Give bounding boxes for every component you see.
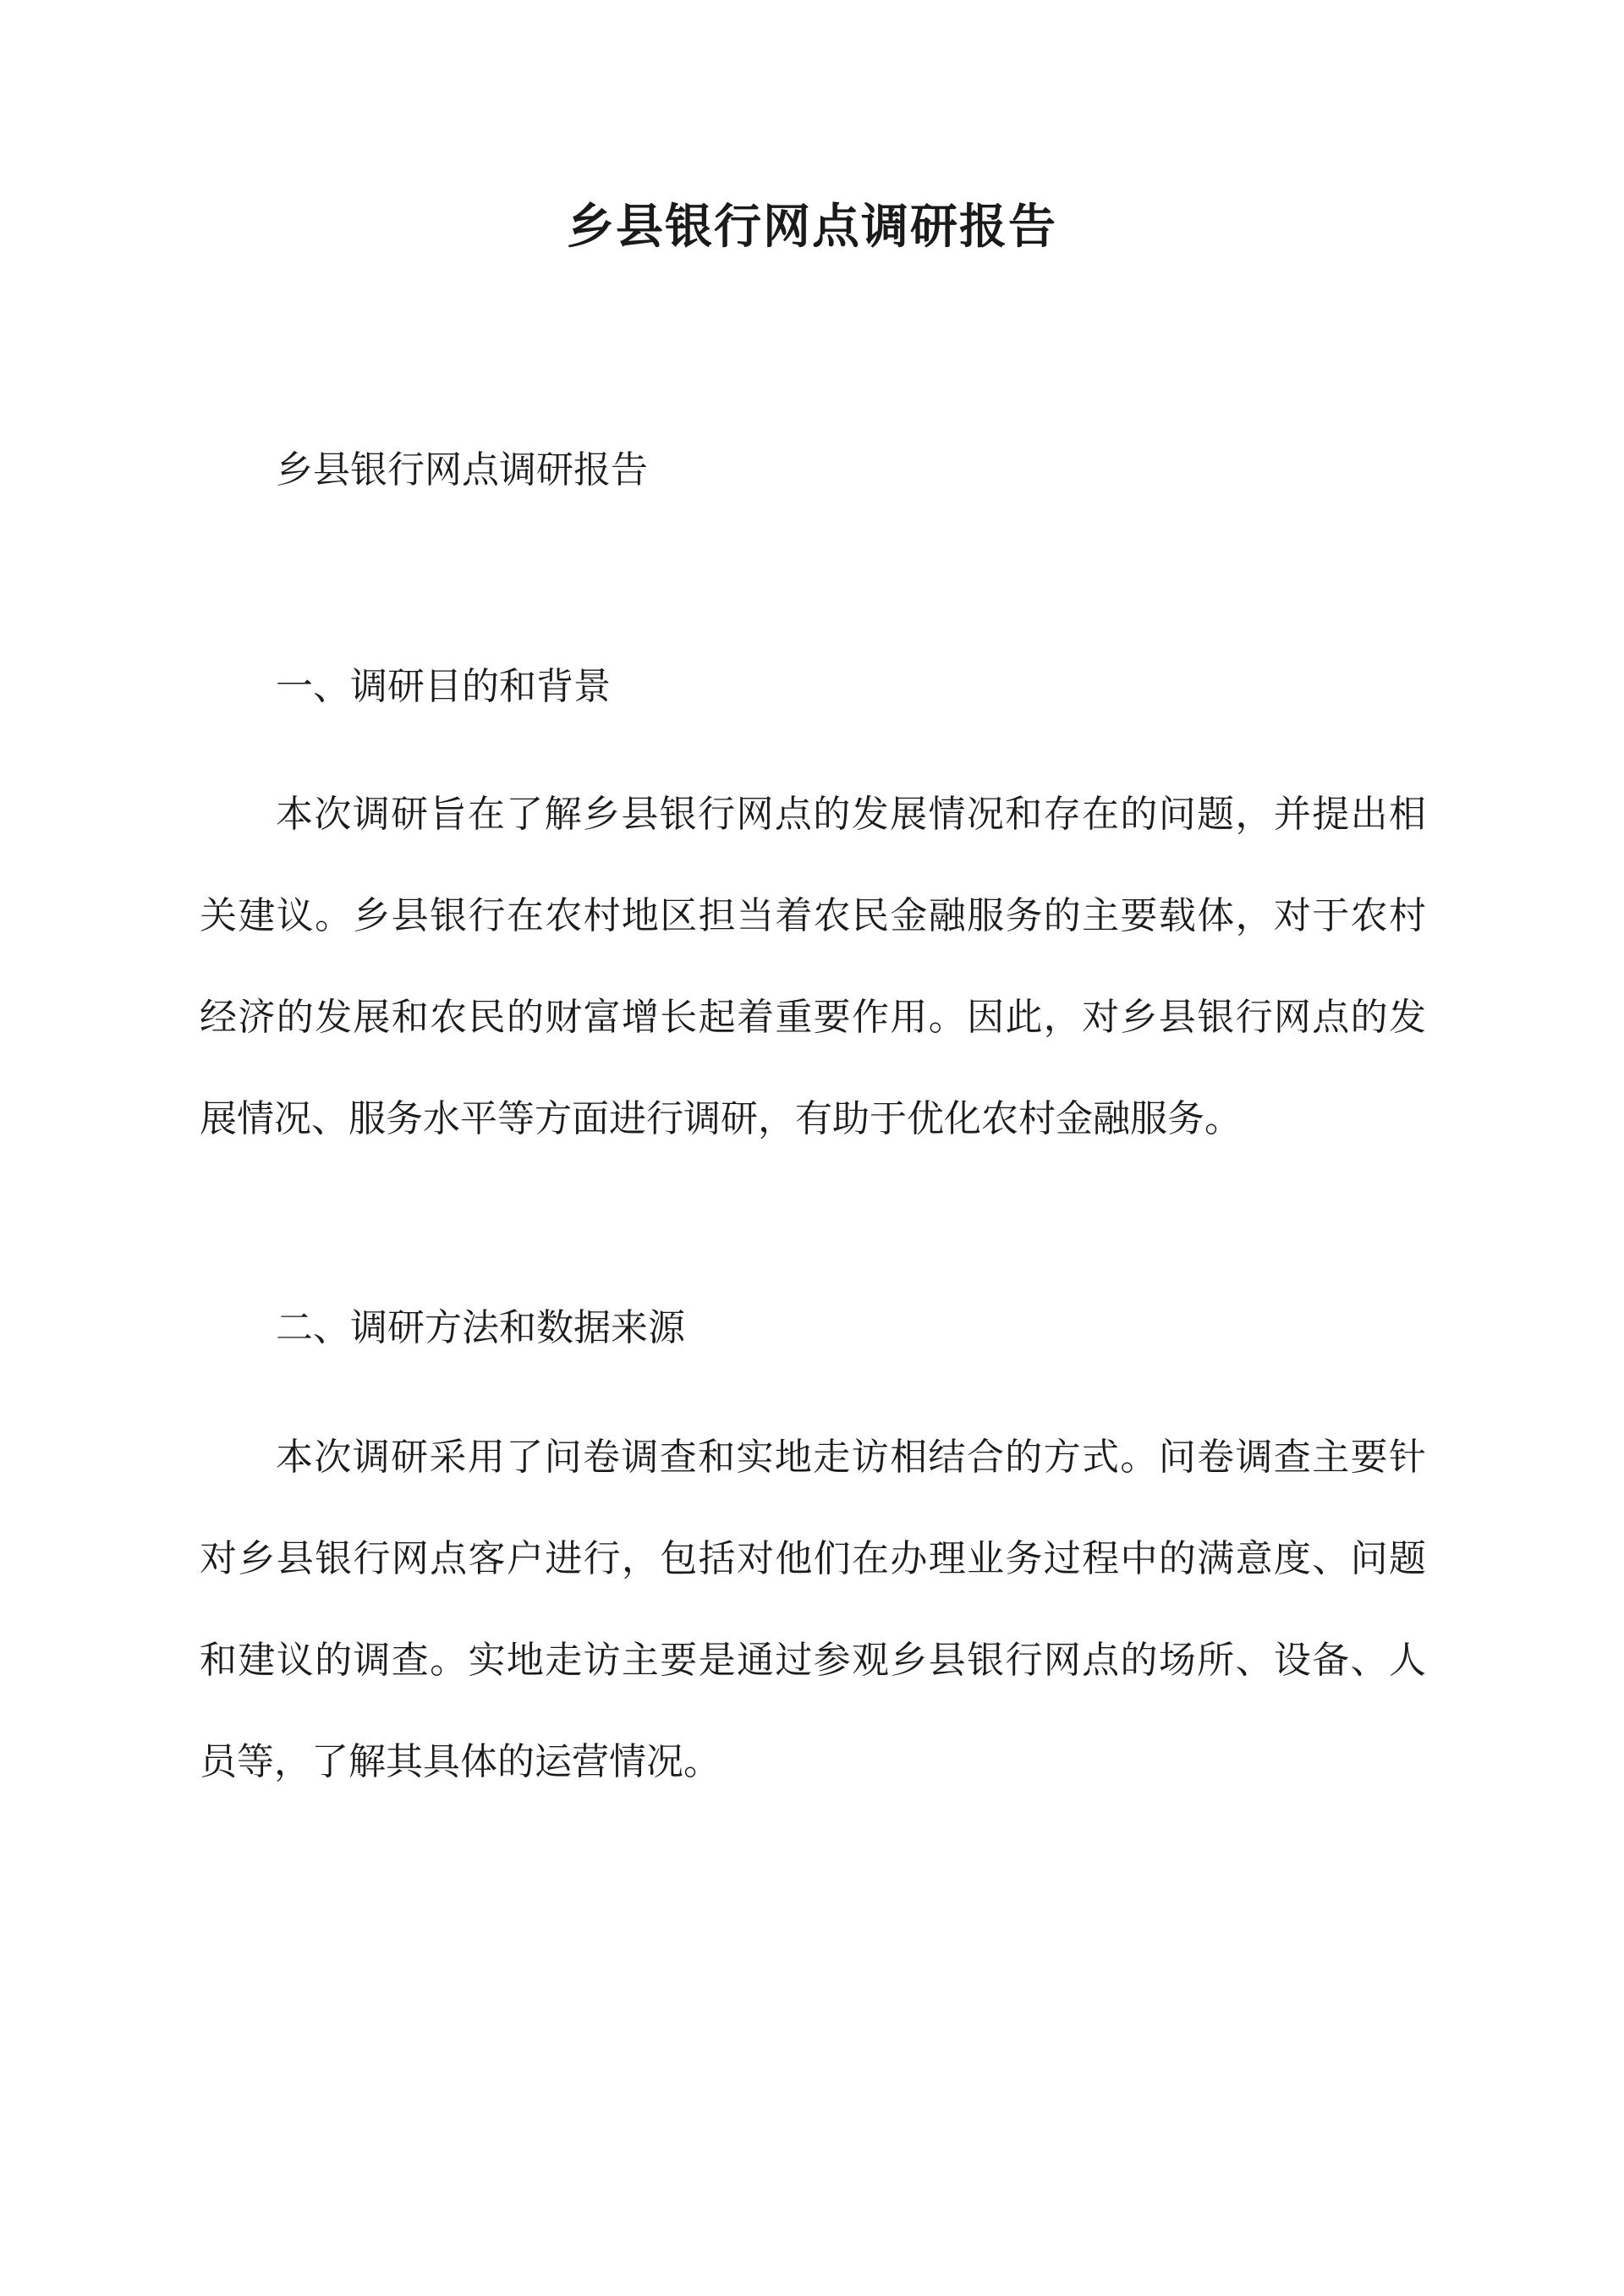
section-paragraph-purpose: 本次调研旨在了解乡县银行网点的发展情况和存在的问题，并提出相关建议。乡县银行在农村地区担当着农民金融服务的主要载体，对于农村经济的发展和农民的财富增长起着重要作用。因此，对乡县银行网点的发展情况、服务水平等方面进行调研，有助于优化农村金融服务。 <box>200 793 1426 1140</box>
section-heading-method: 二、调研方法和数据来源 <box>276 1306 685 1349</box>
document-title: 乡县银行网点调研报告 <box>567 199 1057 255</box>
section-paragraph-method: 本次调研采用了问卷调查和实地走访相结合的方式。问卷调查主要针对乡县银行网点客户进行，包括对他们在办理业务过程中的满意度、问题和建议的调查。实地走访主要是通过参观乡县银行网点的场所、设备、人员等，了解其具体的运营情况。 <box>200 1436 1426 1783</box>
section-heading-purpose: 一、调研目的和背景 <box>276 665 611 708</box>
document-subtitle: 乡县银行网点调研报告 <box>276 448 648 492</box>
